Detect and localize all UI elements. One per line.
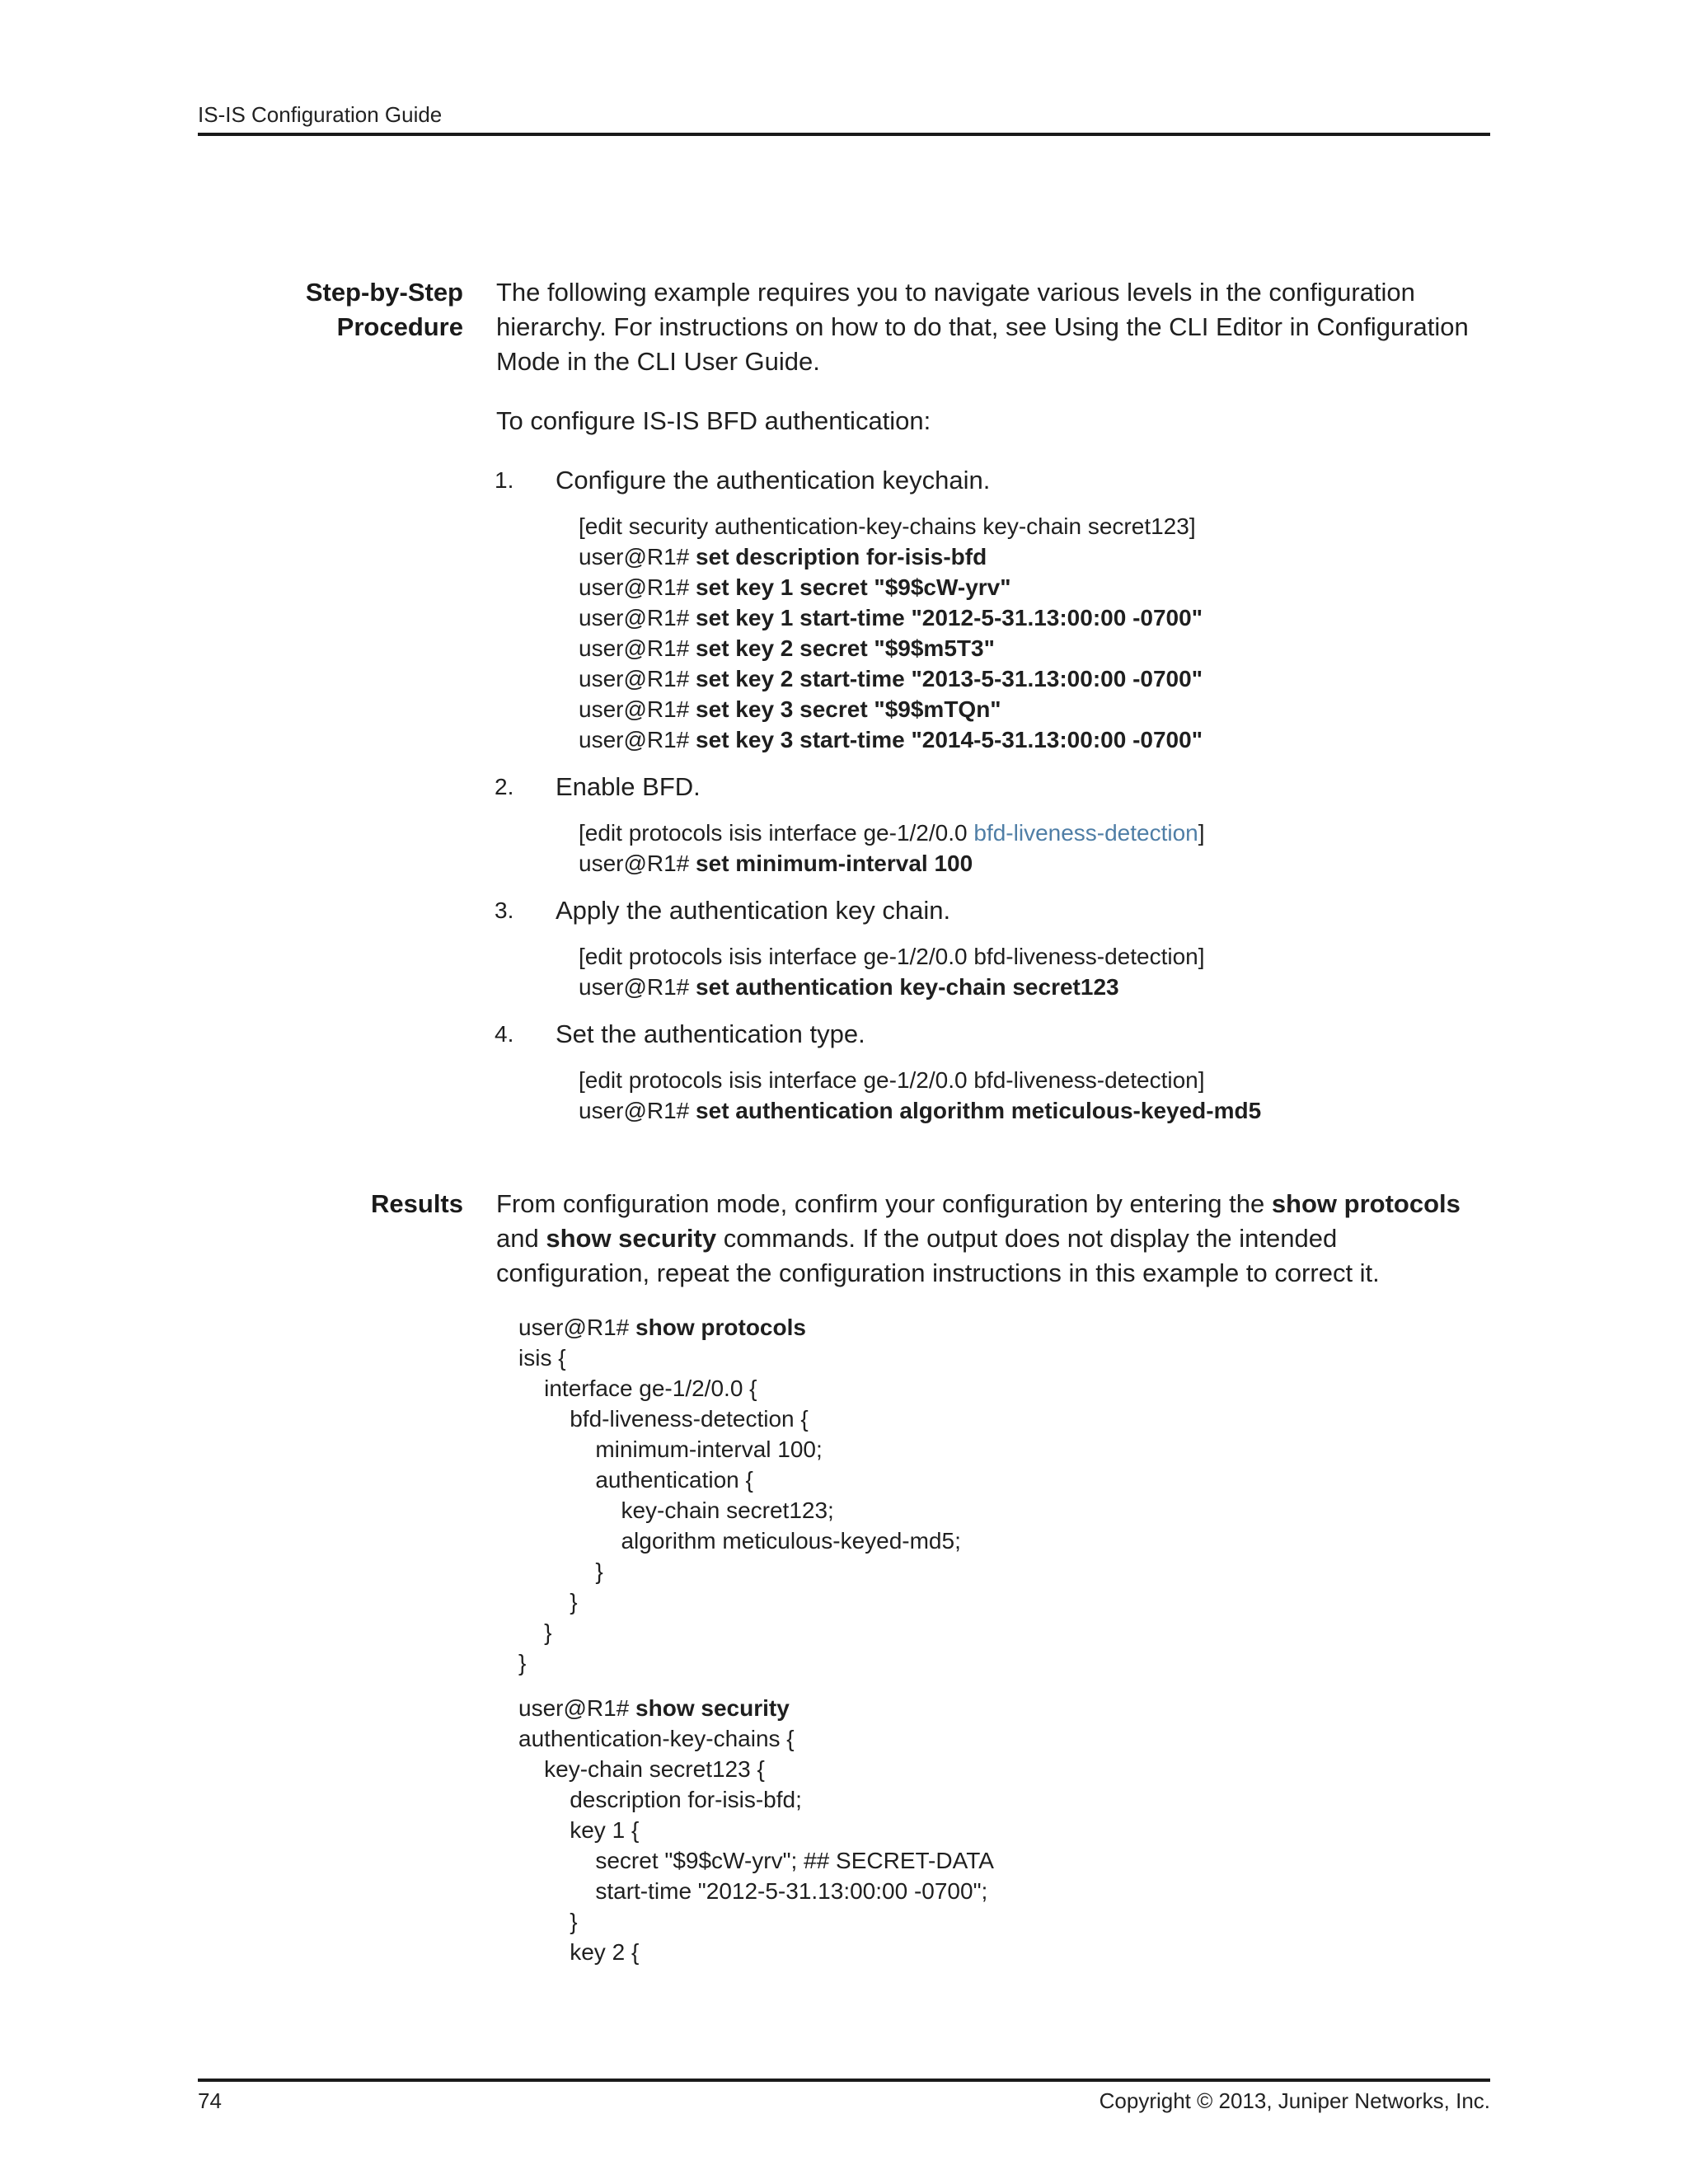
output-line: } <box>518 1589 578 1615</box>
output-line: authentication-key-chains { <box>518 1726 795 1751</box>
output-line: } <box>518 1558 603 1584</box>
cli-command: set authentication key-chain secret123 <box>696 974 1119 1000</box>
output-line: key 1 { <box>518 1817 640 1843</box>
procedure-label <box>306 275 463 344</box>
output-line: key-chain secret123; <box>518 1497 834 1523</box>
show-security-inline: show security <box>546 1224 717 1253</box>
output-line: bfd-liveness-detection { <box>518 1406 809 1432</box>
output-line: } <box>518 1909 578 1934</box>
cli-prompt: user@R1# <box>579 851 690 876</box>
code-line <box>579 972 1493 1002</box>
cli-prompt: user@R1# <box>518 1695 630 1721</box>
cli-prompt: user@R1# <box>579 605 690 630</box>
intro-paragraph: The following example requires you to navigate various levels in the configuration hierarchy. For instructions on how to do that, see Using the CLI Editor in Configuration Mode in the CLI User Guide. <box>496 278 1469 376</box>
config-context: [edit protocols isis interface ge-1/2/0.0 bfd-liveness-detection] <box>579 1067 1205 1093</box>
cli-prompt: user@R1# <box>579 696 690 722</box>
results-paragraph <box>496 1187 1493 1291</box>
step-number: 4. <box>495 1021 514 1047</box>
procedure-label-line1: Step-by-Step <box>305 278 463 307</box>
results-text-2: and <box>496 1224 546 1253</box>
configure-line: To configure IS-IS BFD authentication: <box>496 406 931 435</box>
step-code-block <box>579 941 1493 1002</box>
cli-command: set key 1 start-time "2012-5-31.13:00:00 -0700" <box>696 605 1203 630</box>
output-line: } <box>518 1619 552 1645</box>
output-line: } <box>518 1650 527 1675</box>
code-line <box>579 602 1493 633</box>
step-2 <box>496 770 1493 879</box>
footer-rule <box>198 2079 1490 2082</box>
step-title: Configure the authentication keychain. <box>556 466 991 494</box>
output-line: secret "$9$cW-yrv"; ## SECRET-DATA <box>518 1848 994 1873</box>
step-title: Apply the authentication key chain. <box>556 896 951 925</box>
cli-prompt: user@R1# <box>579 544 690 569</box>
config-context: [edit security authentication-key-chains key-chain secret123] <box>579 513 1196 539</box>
step-code-block <box>579 511 1493 755</box>
page-number: 74 <box>198 2088 222 2113</box>
code-line <box>579 633 1493 663</box>
cli-command: set key 3 secret "$9$mTQn" <box>696 696 1001 722</box>
output-line: key-chain secret123 { <box>518 1756 765 1782</box>
show-protocols-inline: show protocols <box>1271 1189 1461 1218</box>
config-context: [edit protocols isis interface ge-1/2/0.0 bfd-liveness-detection] <box>579 944 1205 969</box>
code-line <box>518 1312 1493 1343</box>
cli-prompt: user@R1# <box>579 574 690 600</box>
context-suffix: ] <box>1198 820 1205 846</box>
code-line <box>579 848 1493 879</box>
show-protocols-output <box>518 1312 1493 1678</box>
header-rule <box>198 133 1490 136</box>
step-number: 2. <box>495 774 514 799</box>
output-line: key 2 { <box>518 1939 640 1965</box>
cli-prompt: user@R1# <box>579 1098 690 1123</box>
cli-prompt: user@R1# <box>579 635 690 661</box>
step-code-block <box>579 1065 1493 1126</box>
output-line: minimum-interval 100; <box>518 1436 823 1462</box>
cli-prompt: user@R1# <box>579 974 690 1000</box>
step-code-block <box>579 818 1493 879</box>
code-line <box>518 1693 1493 1723</box>
code-line <box>579 1095 1493 1126</box>
cli-command: show security <box>635 1695 790 1721</box>
cli-command: show protocols <box>635 1315 806 1340</box>
cli-prompt: user@R1# <box>518 1315 630 1340</box>
step-number: 1. <box>495 467 514 493</box>
context-prefix: [edit protocols isis interface ge-1/2/0.0 <box>579 820 974 846</box>
procedure-label-line2: Procedure <box>336 312 463 341</box>
cli-command: set authentication algorithm meticulous-keyed-md5 <box>696 1098 1262 1123</box>
step-3 <box>496 893 1493 1002</box>
output-line: isis { <box>518 1345 566 1371</box>
cli-command: set key 1 secret "$9$cW-yrv" <box>696 574 1011 600</box>
config-context <box>579 818 1493 848</box>
cli-command: set key 2 start-time "2013-5-31.13:00:00 -0700" <box>696 666 1203 691</box>
bfd-liveness-detection-link[interactable]: bfd-liveness-detection <box>973 820 1198 846</box>
results-label: Results <box>371 1189 463 1218</box>
output-line: algorithm meticulous-keyed-md5; <box>518 1528 961 1554</box>
step-4 <box>496 1017 1493 1126</box>
step-1 <box>496 463 1493 755</box>
cli-prompt: user@R1# <box>579 666 690 691</box>
code-line <box>579 694 1493 724</box>
cli-command: set description for-isis-bfd <box>696 544 987 569</box>
running-header: IS-IS Configuration Guide <box>198 102 443 127</box>
code-line <box>579 541 1493 572</box>
results-body <box>496 1187 1493 1967</box>
step-number: 3. <box>495 898 514 923</box>
results-text-3: commands. If the output does not display the intended configuration, repeat the configuration instructions in this example to correct it. <box>496 1224 1380 1287</box>
procedure-body <box>496 275 1493 1126</box>
show-security-output <box>518 1693 1493 1967</box>
code-line <box>579 663 1493 694</box>
cli-command: set key 3 start-time "2014-5-31.13:00:00 -0700" <box>696 727 1203 752</box>
output-line: authentication { <box>518 1467 753 1493</box>
cli-command: set key 2 secret "$9$m5T3" <box>696 635 995 661</box>
copyright: Copyright © 2013, Juniper Networks, Inc. <box>1099 2088 1490 2113</box>
results-text-1: From configuration mode, confirm your configuration by entering the <box>496 1189 1272 1218</box>
output-line: interface ge-1/2/0.0 { <box>518 1376 757 1401</box>
output-line: start-time "2012-5-31.13:00:00 -0700"; <box>518 1878 988 1904</box>
step-title: Enable BFD. <box>556 772 701 801</box>
code-line <box>579 724 1493 755</box>
cli-prompt: user@R1# <box>579 727 690 752</box>
output-line: description for-isis-bfd; <box>518 1787 802 1812</box>
code-line <box>579 572 1493 602</box>
step-title: Set the authentication type. <box>556 1019 865 1048</box>
cli-command: set minimum-interval 100 <box>696 851 973 876</box>
